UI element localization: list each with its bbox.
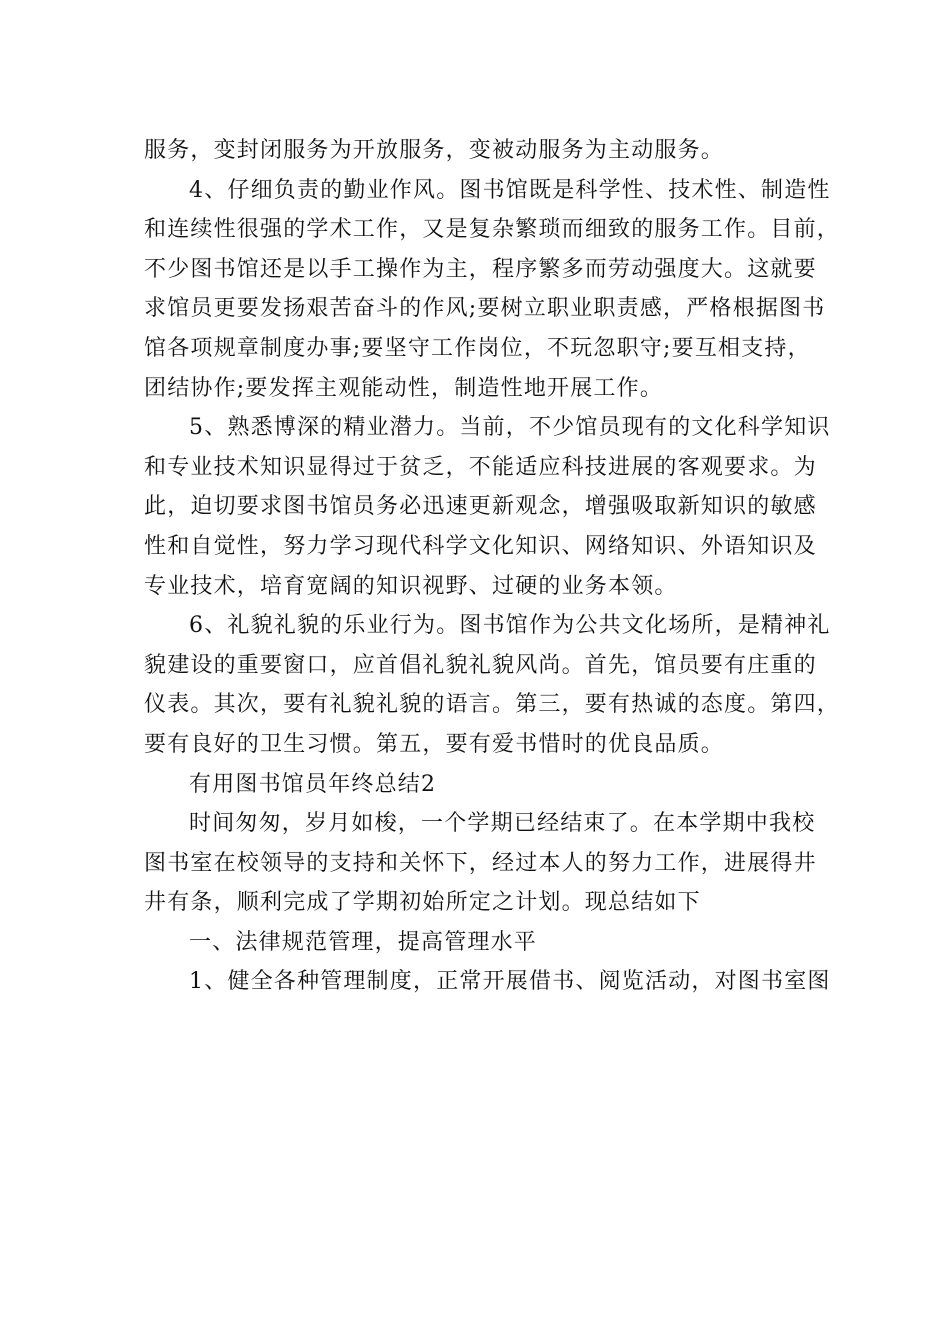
text-line: 一、法律规范管理，提高管理水平: [189, 929, 538, 955]
text-line: 和连续性很强的学术工作，又是复杂繁琐而细致的服务工作。目前，: [144, 217, 841, 243]
text-line: 不少图书馆还是以手工操作为主，程序繁多而劳动强度大。这就要: [144, 256, 817, 282]
text-line: 服务，变封闭服务为开放服务，变被动服务为主动服务。: [144, 138, 725, 163]
text-line: 图书室在校领导的支持和关怀下，经过本人的努力工作，进展得井: [144, 850, 817, 876]
text-line: 时间匆匆，岁月如梭，一个学期已经结束了。在本学期中我校: [189, 811, 816, 837]
text-line: 求馆员更要发扬艰苦奋斗的作风;要树立职业职责感，严格根据图书: [144, 296, 826, 322]
text-line: 5、熟悉博深的精业潜力。当前，不少馆员现有的文化科学知识: [189, 415, 831, 441]
text-line: 1、健全各种管理制度，正常开展借书、阅览活动，对图书室图: [189, 969, 831, 995]
text-line: 性和自觉性，努力学习现代科学文化知识、网络知识、外语知识及: [144, 533, 817, 559]
text-line: 和专业技术知识显得过于贫乏，不能适应科技进展的客观要求。为: [144, 454, 817, 480]
text-line: 6、礼貌礼貌的乐业行为。图书馆作为公共文化场所，是精神礼: [189, 613, 831, 639]
text-line: 此，迫切要求图书馆员务必迅速更新观念，增强吸取新知识的敏感: [144, 494, 817, 520]
text-line: 有用图书馆员年终总结2: [189, 771, 437, 797]
text-line: 4、仔细负责的勤业作风。图书馆既是科学性、技术性、制造性: [189, 177, 831, 203]
text-line: 要有良好的卫生习惯。第五，要有爱书惜时的优良品质。: [144, 731, 725, 757]
text-line: 团结协作;要发挥主观能动性，制造性地开展工作。: [144, 375, 664, 401]
text-line: 馆各项规章制度办事;要坚守工作岗位，不玩忽职守;要互相支持，: [144, 335, 811, 361]
text-line: 仪表。其次，要有礼貌礼貌的语言。第三，要有热诚的态度。第四，: [144, 692, 841, 718]
text-line: 专业技术，培育宽阔的知识视野、过硬的业务本领。: [144, 573, 678, 599]
text-line: 井有条，顺利完成了学期初始所定之计划。现总结如下: [144, 890, 701, 916]
text-line: 貌建设的重要窗口，应首倡礼貌礼貌风尚。首先，馆员要有庄重的: [144, 652, 817, 678]
document-body: [144, 131, 841, 1002]
